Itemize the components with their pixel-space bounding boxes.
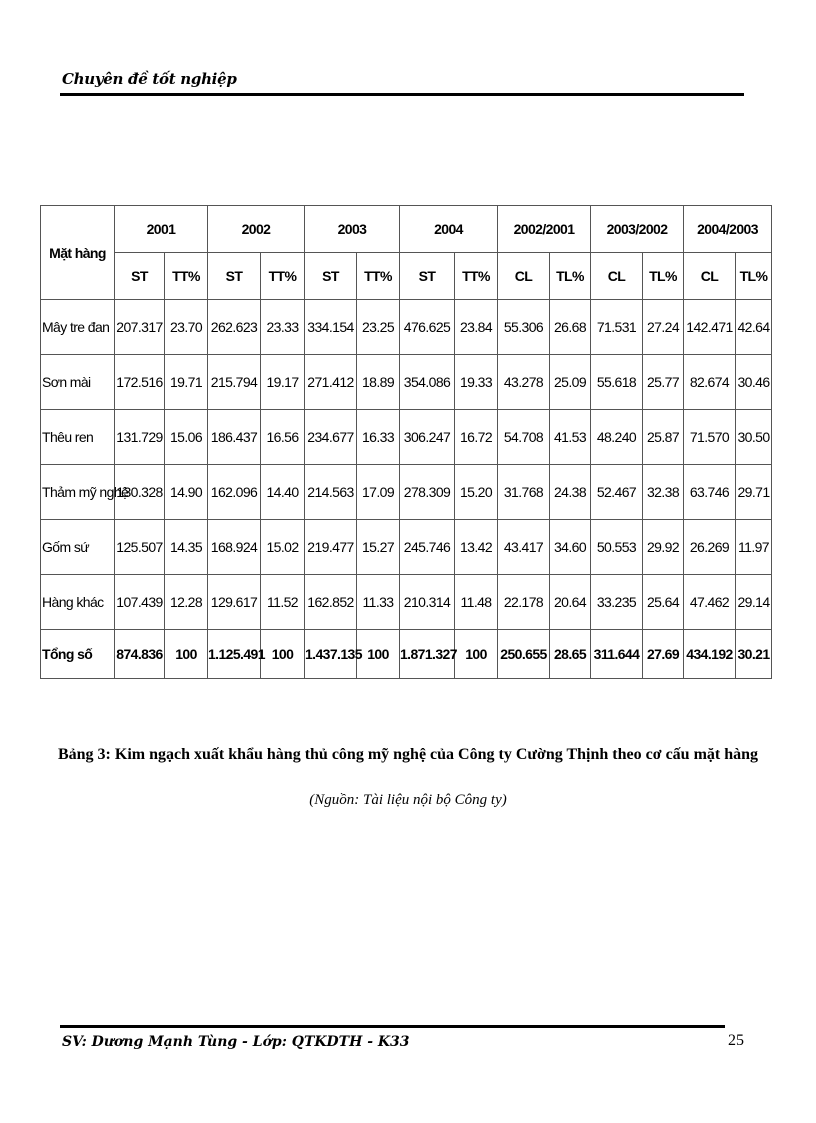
group-header: 2002 — [208, 206, 305, 253]
item-name: Thêu ren — [41, 410, 115, 465]
table-cell: 100 — [261, 630, 305, 679]
table-cell: 245.746 — [400, 520, 455, 575]
table-cell: 107.439 — [115, 575, 165, 630]
table-cell: 1.437.135 — [305, 630, 357, 679]
table-cell: 34.60 — [550, 520, 591, 575]
table-cell: 142.471 — [684, 300, 736, 355]
table-container — [40, 205, 772, 679]
table-cell: 63.746 — [684, 465, 736, 520]
table-cell: 48.240 — [591, 410, 643, 465]
table-cell: 271.412 — [305, 355, 357, 410]
table-cell: 15.27 — [357, 520, 400, 575]
table-cell: 25.64 — [643, 575, 684, 630]
table-cell: 16.56 — [261, 410, 305, 465]
table-cell: 50.553 — [591, 520, 643, 575]
table-cell: 100 — [455, 630, 498, 679]
table-cell: 43.417 — [498, 520, 550, 575]
item-header: Mặt hàng — [41, 206, 115, 300]
table-cell: 27.24 — [643, 300, 684, 355]
table-row — [41, 355, 772, 410]
table-cell: 43.278 — [498, 355, 550, 410]
header-title: Chuyên đề tốt nghiệp — [62, 70, 237, 88]
table-cell: 29.71 — [736, 465, 772, 520]
table-cell: 32.38 — [643, 465, 684, 520]
sub-header: CL — [591, 253, 643, 300]
table-cell: 11.48 — [455, 575, 498, 630]
group-header: 2001 — [115, 206, 208, 253]
table-row — [41, 575, 772, 630]
table-cell: 14.90 — [165, 465, 208, 520]
table-cell: 334.154 — [305, 300, 357, 355]
table-cell: 22.178 — [498, 575, 550, 630]
sub-header: TL% — [736, 253, 772, 300]
table-cell: 11.52 — [261, 575, 305, 630]
table-cell: 55.618 — [591, 355, 643, 410]
sub-header: CL — [684, 253, 736, 300]
table-cell: 129.617 — [208, 575, 261, 630]
table-cell: 71.531 — [591, 300, 643, 355]
table-cell: 55.306 — [498, 300, 550, 355]
table-cell: 1.125.491 — [208, 630, 261, 679]
table-cell: 24.38 — [550, 465, 591, 520]
table-cell: 71.570 — [684, 410, 736, 465]
group-header: 2004 — [400, 206, 498, 253]
table-cell: 29.14 — [736, 575, 772, 630]
table-cell: 16.33 — [357, 410, 400, 465]
table-cell: 311.644 — [591, 630, 643, 679]
table-row — [41, 410, 772, 465]
sub-header: TL% — [643, 253, 684, 300]
table-cell: 172.516 — [115, 355, 165, 410]
table-cell: 214.563 — [305, 465, 357, 520]
table-cell: 219.477 — [305, 520, 357, 575]
sub-header: TT% — [357, 253, 400, 300]
table-cell: 52.467 — [591, 465, 643, 520]
table-cell: 11.97 — [736, 520, 772, 575]
table-cell: 30.46 — [736, 355, 772, 410]
table-source: (Nguồn: Tài liệu nội bộ Công ty) — [309, 792, 507, 808]
footer-author: SV: Dương Mạnh Tùng - Lớp: QTKDTH - K33 — [62, 1034, 410, 1050]
table-cell: 30.50 — [736, 410, 772, 465]
export-table — [40, 205, 772, 679]
sub-header: ST — [305, 253, 357, 300]
table-cell: 306.247 — [400, 410, 455, 465]
table-cell: 25.87 — [643, 410, 684, 465]
table-cell: 29.92 — [643, 520, 684, 575]
table-cell: 25.77 — [643, 355, 684, 410]
table-row — [41, 465, 772, 520]
table-cell: 19.71 — [165, 355, 208, 410]
table-cell: 19.17 — [261, 355, 305, 410]
table-cell: 15.06 — [165, 410, 208, 465]
table-cell: 1.871.327 — [400, 630, 455, 679]
table-cell: 186.437 — [208, 410, 261, 465]
table-cell: 100 — [165, 630, 208, 679]
table-cell: 15.20 — [455, 465, 498, 520]
table-cell: 125.507 — [115, 520, 165, 575]
sub-header: ST — [115, 253, 165, 300]
table-row — [41, 520, 772, 575]
table-cell: 476.625 — [400, 300, 455, 355]
sub-header: TT% — [165, 253, 208, 300]
sub-header: ST — [208, 253, 261, 300]
table-cell: 27.69 — [643, 630, 684, 679]
table-cell: 26.68 — [550, 300, 591, 355]
item-name: Sơn mài — [41, 355, 115, 410]
table-cell: 26.269 — [684, 520, 736, 575]
table-cell: 14.40 — [261, 465, 305, 520]
group-header: 2003/2002 — [591, 206, 684, 253]
item-name: Hàng khác — [41, 575, 115, 630]
table-cell: 262.623 — [208, 300, 261, 355]
sub-header: TL% — [550, 253, 591, 300]
total-label: Tổng số — [41, 630, 115, 679]
table-cell: 19.33 — [455, 355, 498, 410]
table-cell: 434.192 — [684, 630, 736, 679]
table-cell: 33.235 — [591, 575, 643, 630]
table-cell: 162.852 — [305, 575, 357, 630]
header-row-groups — [41, 206, 772, 253]
table-body — [41, 300, 772, 679]
table-cell: 82.674 — [684, 355, 736, 410]
table-cell: 210.314 — [400, 575, 455, 630]
table-cell: 278.309 — [400, 465, 455, 520]
table-cell: 23.25 — [357, 300, 400, 355]
group-header: 2003 — [305, 206, 400, 253]
total-row — [41, 630, 772, 679]
table-cell: 17.09 — [357, 465, 400, 520]
table-cell: 31.768 — [498, 465, 550, 520]
table-cell: 16.72 — [455, 410, 498, 465]
table-caption: Bảng 3: Kim ngạch xuất khẩu hàng thủ công mỹ nghệ của Công ty Cường Thịnh theo cơ cấu mặt hàng — [57, 746, 759, 763]
sub-header: TT% — [455, 253, 498, 300]
sub-header: ST — [400, 253, 455, 300]
table-cell: 14.35 — [165, 520, 208, 575]
table-cell: 54.708 — [498, 410, 550, 465]
table-cell: 23.70 — [165, 300, 208, 355]
table-cell: 874.836 — [115, 630, 165, 679]
page-number: 25 — [728, 1032, 744, 1049]
table-cell: 162.096 — [208, 465, 261, 520]
table-row — [41, 300, 772, 355]
table-cell: 23.33 — [261, 300, 305, 355]
table-cell: 100 — [357, 630, 400, 679]
table-cell: 207.317 — [115, 300, 165, 355]
table-cell: 215.794 — [208, 355, 261, 410]
header-row-subs — [41, 253, 772, 300]
table-cell: 15.02 — [261, 520, 305, 575]
item-name: Mây tre đan — [41, 300, 115, 355]
item-name: Gốm sứ — [41, 520, 115, 575]
footer-rule — [60, 1025, 725, 1028]
header-rule — [60, 93, 744, 96]
table-cell: 47.462 — [684, 575, 736, 630]
table-cell: 130.328 — [115, 465, 165, 520]
group-header: 2002/2001 — [498, 206, 591, 253]
sub-header: CL — [498, 253, 550, 300]
table-cell: 11.33 — [357, 575, 400, 630]
table-cell: 168.924 — [208, 520, 261, 575]
table-cell: 18.89 — [357, 355, 400, 410]
item-name: Thảm mỹ nghệ — [41, 465, 115, 520]
group-header: 2004/2003 — [684, 206, 772, 253]
table-cell: 41.53 — [550, 410, 591, 465]
table-cell: 250.655 — [498, 630, 550, 679]
table-cell: 354.086 — [400, 355, 455, 410]
sub-header: TT% — [261, 253, 305, 300]
table-cell: 12.28 — [165, 575, 208, 630]
table-cell: 28.65 — [550, 630, 591, 679]
table-cell: 13.42 — [455, 520, 498, 575]
table-cell: 131.729 — [115, 410, 165, 465]
table-cell: 30.21 — [736, 630, 772, 679]
table-cell: 20.64 — [550, 575, 591, 630]
table-cell: 25.09 — [550, 355, 591, 410]
table-cell: 23.84 — [455, 300, 498, 355]
table-cell: 42.64 — [736, 300, 772, 355]
table-cell: 234.677 — [305, 410, 357, 465]
